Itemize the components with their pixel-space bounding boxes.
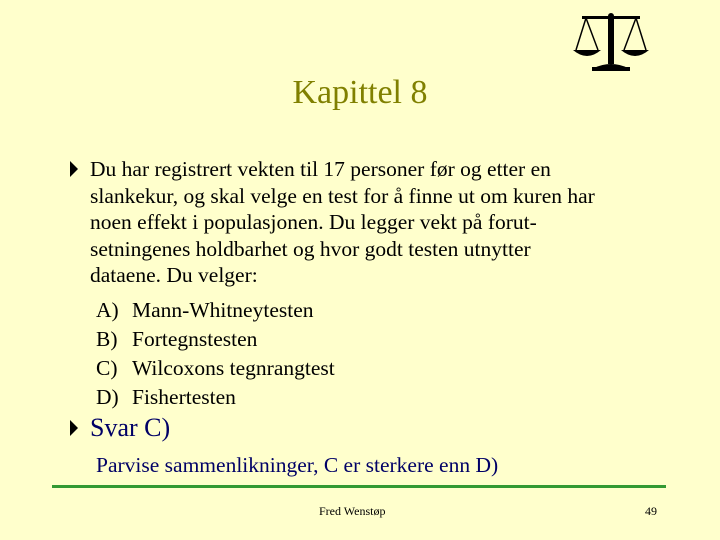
bullet-arrow-icon	[70, 161, 78, 177]
bullet-arrow-icon	[70, 420, 78, 436]
option-letter: A)	[96, 298, 119, 322]
option-text: Mann-Whitneytesten	[132, 298, 314, 322]
explanation-text: Parvise sammenlikninger, C er sterkere enn D)	[96, 453, 499, 477]
scales-of-justice-icon	[570, 10, 652, 76]
option-text: Wilcoxons tegnrangtest	[132, 356, 335, 380]
slide-title: Kapittel 8	[292, 74, 428, 111]
option-letter: C)	[96, 356, 118, 380]
question-line: noen effekt i populasjonen. Du legger vekt på forut-	[90, 210, 537, 234]
option-d	[96, 383, 335, 412]
option-c	[96, 354, 335, 383]
option-letter: D)	[96, 385, 119, 409]
page-number: 49	[645, 504, 657, 518]
question-line: setningenes holdbarhet og hvor godt testen utnytter	[90, 236, 531, 261]
footer-author: Fred Wenstøp	[319, 504, 386, 518]
answer-options	[96, 296, 335, 412]
option-text: Fortegnstesten	[132, 327, 258, 351]
option-a	[96, 296, 335, 325]
footer-divider	[52, 485, 666, 488]
question-text	[90, 156, 655, 289]
question-line: Du har registrert vekten til 17 personer før og etter en	[90, 157, 551, 181]
option-b	[96, 325, 335, 354]
question-line: slankekur, og skal velge en test for å finne ut om kuren har	[90, 183, 595, 208]
answer-text: Svar C)	[90, 413, 171, 442]
question-line: dataene. Du velger:	[90, 263, 258, 287]
option-letter: B)	[96, 327, 118, 351]
option-text: Fishertesten	[132, 385, 236, 409]
